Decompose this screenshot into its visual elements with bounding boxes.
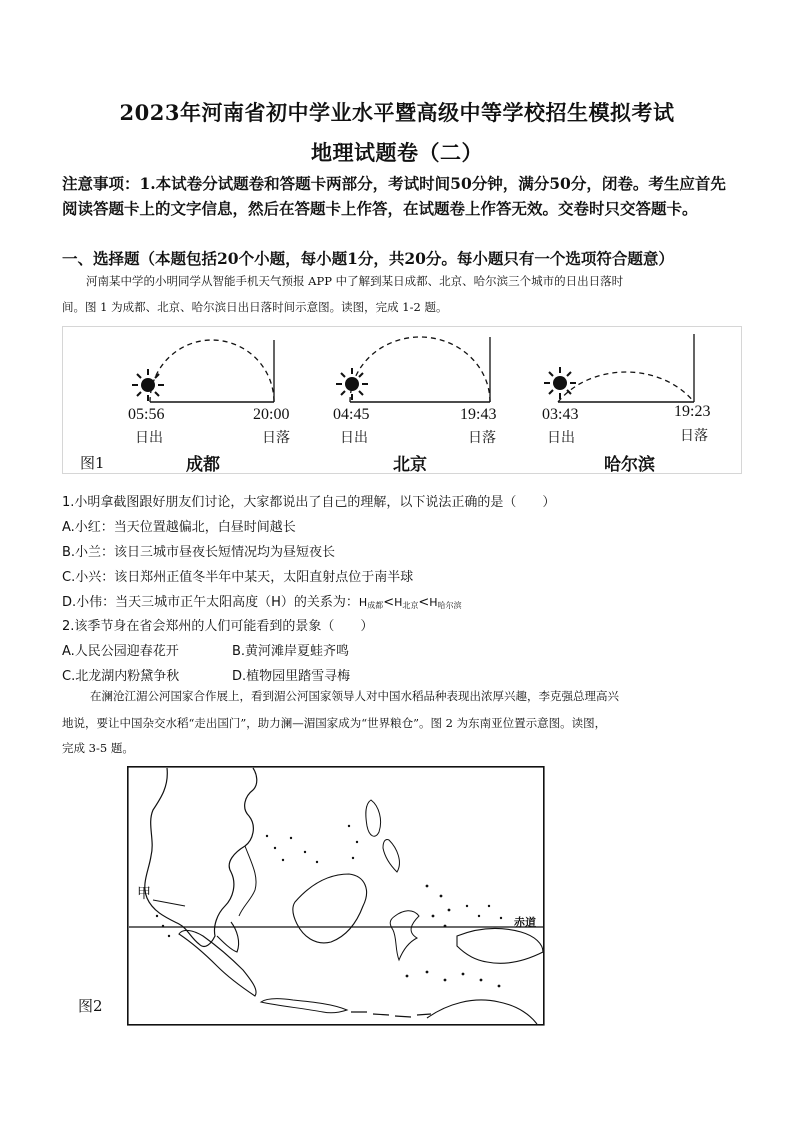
height-symbol: H (394, 596, 403, 609)
section2-intro-line-3: 完成 3-5 题。 (62, 741, 134, 755)
subscript-chengdu: 成都 (367, 601, 384, 610)
chengdu-sunrise-time: 05:56 (128, 406, 165, 423)
sun-icon (132, 369, 164, 401)
city-name-chengdu: 成都 (186, 455, 220, 475)
intro-line-2: 间。图 1 为成都、北京、哈尔滨日出日落时间示意图。读图，完成 1-2 题。 (62, 300, 448, 314)
exam-title: 2023年河南省初中学业水平暨高级中等学校招生模拟考试 (119, 100, 675, 125)
city-name-beijing: 北京 (393, 455, 427, 475)
exam-subtitle: 地理试题卷（二） (311, 140, 483, 165)
harbin-sunset-label: 日落 (680, 428, 708, 444)
beijing-sunrise-label: 日出 (340, 430, 368, 446)
harbin-sunset-time: 19:23 (674, 403, 711, 420)
section-heading: 一、选择题（本题包括20个小题，每小题1分，共20分。每小题只有一个选项符合题意） (62, 249, 674, 268)
city-beijing-diagram (350, 337, 490, 402)
beijing-sunset-label: 日落 (468, 430, 496, 446)
beijing-sunrise-time: 04:45 (333, 406, 370, 423)
less-than-sign: < (418, 595, 430, 610)
sun-icon (544, 367, 576, 399)
equator-label: 赤道 (514, 916, 536, 929)
q2-option-c: C.北龙湖内粉黛争秋 (62, 669, 180, 684)
q1-option-d (62, 591, 462, 611)
section2-intro-line-2: 地说，要让中国杂交水稻“走出国门”，助力澜—湄国家成为“世界粮仓”。图 2 为东南亚位置示意图。读图， (62, 716, 607, 730)
harbin-sunrise-label: 日出 (547, 430, 575, 446)
harbin-sunrise-time: 03:43 (542, 406, 579, 423)
q1-option-d-prefix: D.小伟：当天三城市正午太阳高度（H）的关系为： (62, 595, 359, 610)
chengdu-sunrise-label: 日出 (135, 430, 163, 446)
chengdu-sunset-time: 20:00 (253, 406, 290, 423)
q2-option-a: A.人民公园迎春花开 (62, 644, 179, 659)
q1-stem: 1.小明拿截图跟好朋友们讨论，大家都说出了自己的理解，以下说法正确的是（ ） (62, 495, 556, 510)
chengdu-sunset-label: 日落 (262, 430, 290, 446)
city-name-harbin: 哈尔滨 (604, 455, 655, 475)
figure1-label: 图1 (80, 454, 105, 472)
beijing-sunset-time: 19:43 (460, 406, 497, 423)
notice-text: 注意事项：1.本试卷分试题卷和答题卡两部分，考试时间50分钟，满分50分，闭卷。考生应首先阅读答题卡上的文字信息，然后在答题卡上作答，在试题卷上作答无效。交卷时只交答题卡。 (62, 174, 726, 218)
q2-option-d: D.植物园里踏雪寻梅 (232, 669, 351, 684)
sun-icon (336, 368, 368, 400)
intro-line-1: 河南某中学的小明同学从智能手机天气预报 APP 中了解到某日成都、北京、哈尔滨三个城市的日出日落时 (86, 274, 624, 288)
figure2-label: 图2 (78, 997, 103, 1015)
q1-option-b: B.小兰：该日三城市昼夜长短情况均为昼短夜长 (62, 545, 336, 560)
q1-option-c: C.小兴：该日郑州正值冬半年中某天，太阳直射点位于南半球 (62, 570, 414, 585)
city-chengdu-diagram (150, 340, 274, 402)
q1-option-a: A.小红：当天位置越偏北，白昼时间越长 (62, 520, 296, 535)
q2-stem: 2.该季节身在省会郑州的人们可能看到的景象（ ） (62, 619, 374, 634)
map-marker-jia: 甲 (137, 886, 151, 902)
q2-option-b: B.黄河滩岸夏蛙齐鸣 (232, 644, 350, 659)
figure2-map (127, 766, 545, 1026)
height-symbol: H (429, 596, 438, 609)
less-than-sign: < (383, 595, 395, 610)
city-harbin-diagram (558, 334, 694, 402)
subscript-beijing: 北京 (402, 601, 419, 610)
height-symbol: H (358, 596, 368, 609)
section2-intro-line-1: 在澜沧江湄公河国家合作展上，看到湄公河国家领导人对中国水稻品种表现出浓厚兴趣，李克强总理高兴 (90, 689, 619, 703)
subscript-harbin: 哈尔滨 (437, 601, 462, 610)
